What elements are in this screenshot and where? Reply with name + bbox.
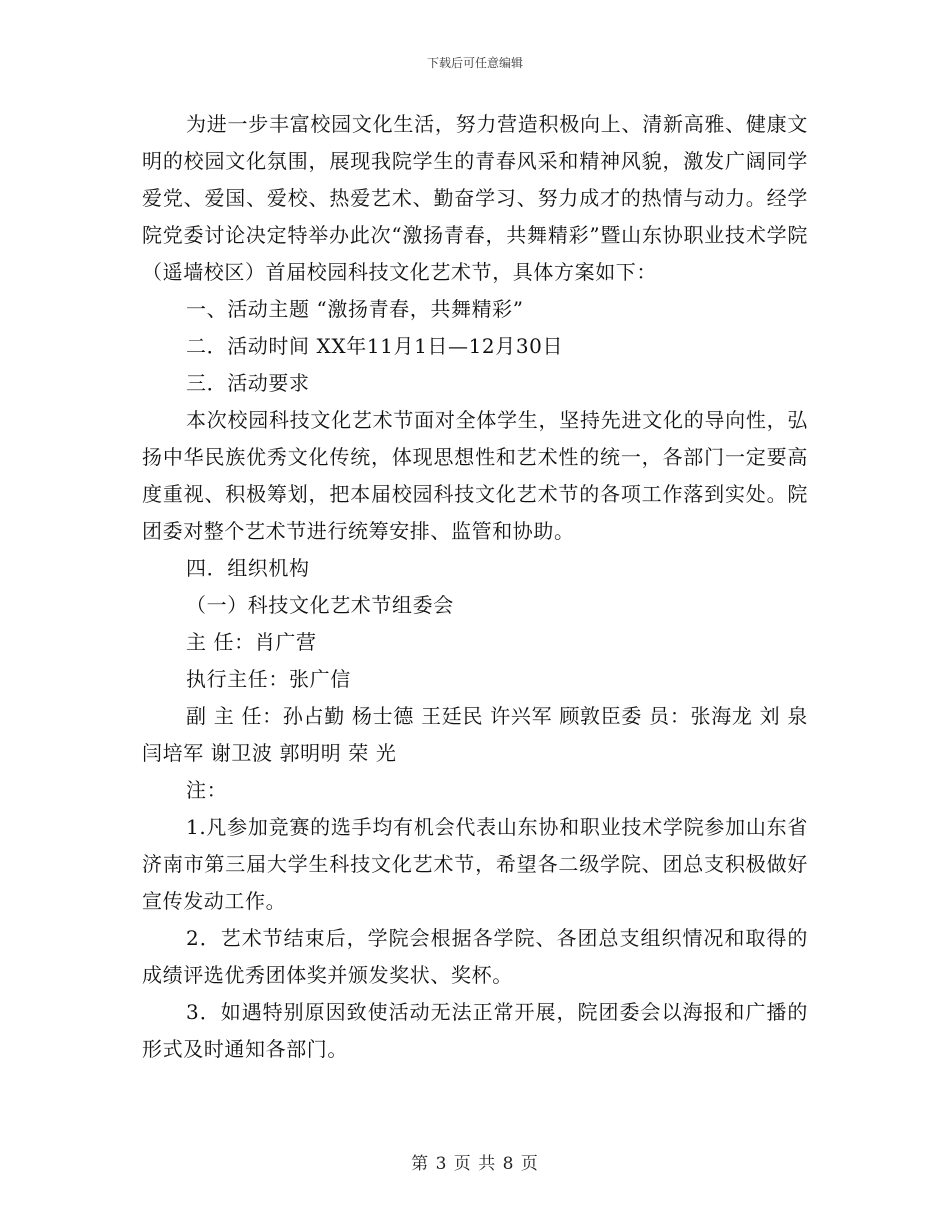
committee-heading: （一）科技文化艺术节组委会 xyxy=(186,593,454,617)
note-item-3: 3．如遇特别原因致使活动无法正常开展，院团委会以海报和广播的形式及时通知各部门。 xyxy=(142,1000,808,1061)
intro-paragraph: 为进一步丰富校园文化生活，努力营造积极向上、清新高雅、健康文明的校园文化氛围，展现我院学生的青春风采和精神风貌，激发广阔同学爱党、爱国、爱校、热爱艺术、勤奋学习、努力成才的热情与动力。经学院党委讨论决定特举办此次“激扬青春，共舞精彩”暨山东协职业技术学院（遥墙校区）首届校园科技文化艺术节，具体方案如下： xyxy=(142,112,808,284)
executive-director-line: 执行主任：张广信 xyxy=(186,667,351,691)
page-number-footer: 第 3 页 共 8 页 xyxy=(411,1154,539,1174)
section-organization-heading: 四．组织机构 xyxy=(186,556,310,580)
director-line: 主 任：肖广营 xyxy=(186,630,317,654)
deputy-members-line: 副 主 任：孙占勤 杨士德 王廷民 许兴军 顾敦臣委 员：张海龙 刘 泉 闫培军 谢卫波 郭明明 荣 光 xyxy=(142,704,808,765)
section-theme: 一、活动主题 “激扬青春，共舞精彩” xyxy=(186,297,524,321)
section-requirements-heading: 三．活动要求 xyxy=(186,371,310,395)
note-heading: 注： xyxy=(186,778,228,802)
note-item-1: 1.凡参加竞赛的选手均有机会代表山东协和职业技术学院参加山东省济南市第三届大学生科技文化艺术节，希望各二级学院、团总支积极做好宣传发动工作。 xyxy=(142,815,808,913)
note-item-2: 2．艺术节结束后，学院会根据各学院、各团总支组织情况和取得的成绩评选优秀团体奖并颁发奖状、奖杯。 xyxy=(142,926,808,987)
document-body xyxy=(142,106,808,1068)
page-header: 下载后可任意编辑 xyxy=(426,56,523,70)
requirements-paragraph: 本次校园科技文化艺术节面对全体学生，坚持先进文化的导向性，弘扬中华民族优秀文化传统，体现思想性和艺术性的统一，各部门一定要高度重视、积极筹划，把本届校园科技文化艺术节的各项工作落到实处。院团委对整个艺术节进行统筹安排、监管和协助。 xyxy=(142,408,808,543)
section-time: 二．活动时间 XX年11月1日—12月30日 xyxy=(186,334,564,358)
